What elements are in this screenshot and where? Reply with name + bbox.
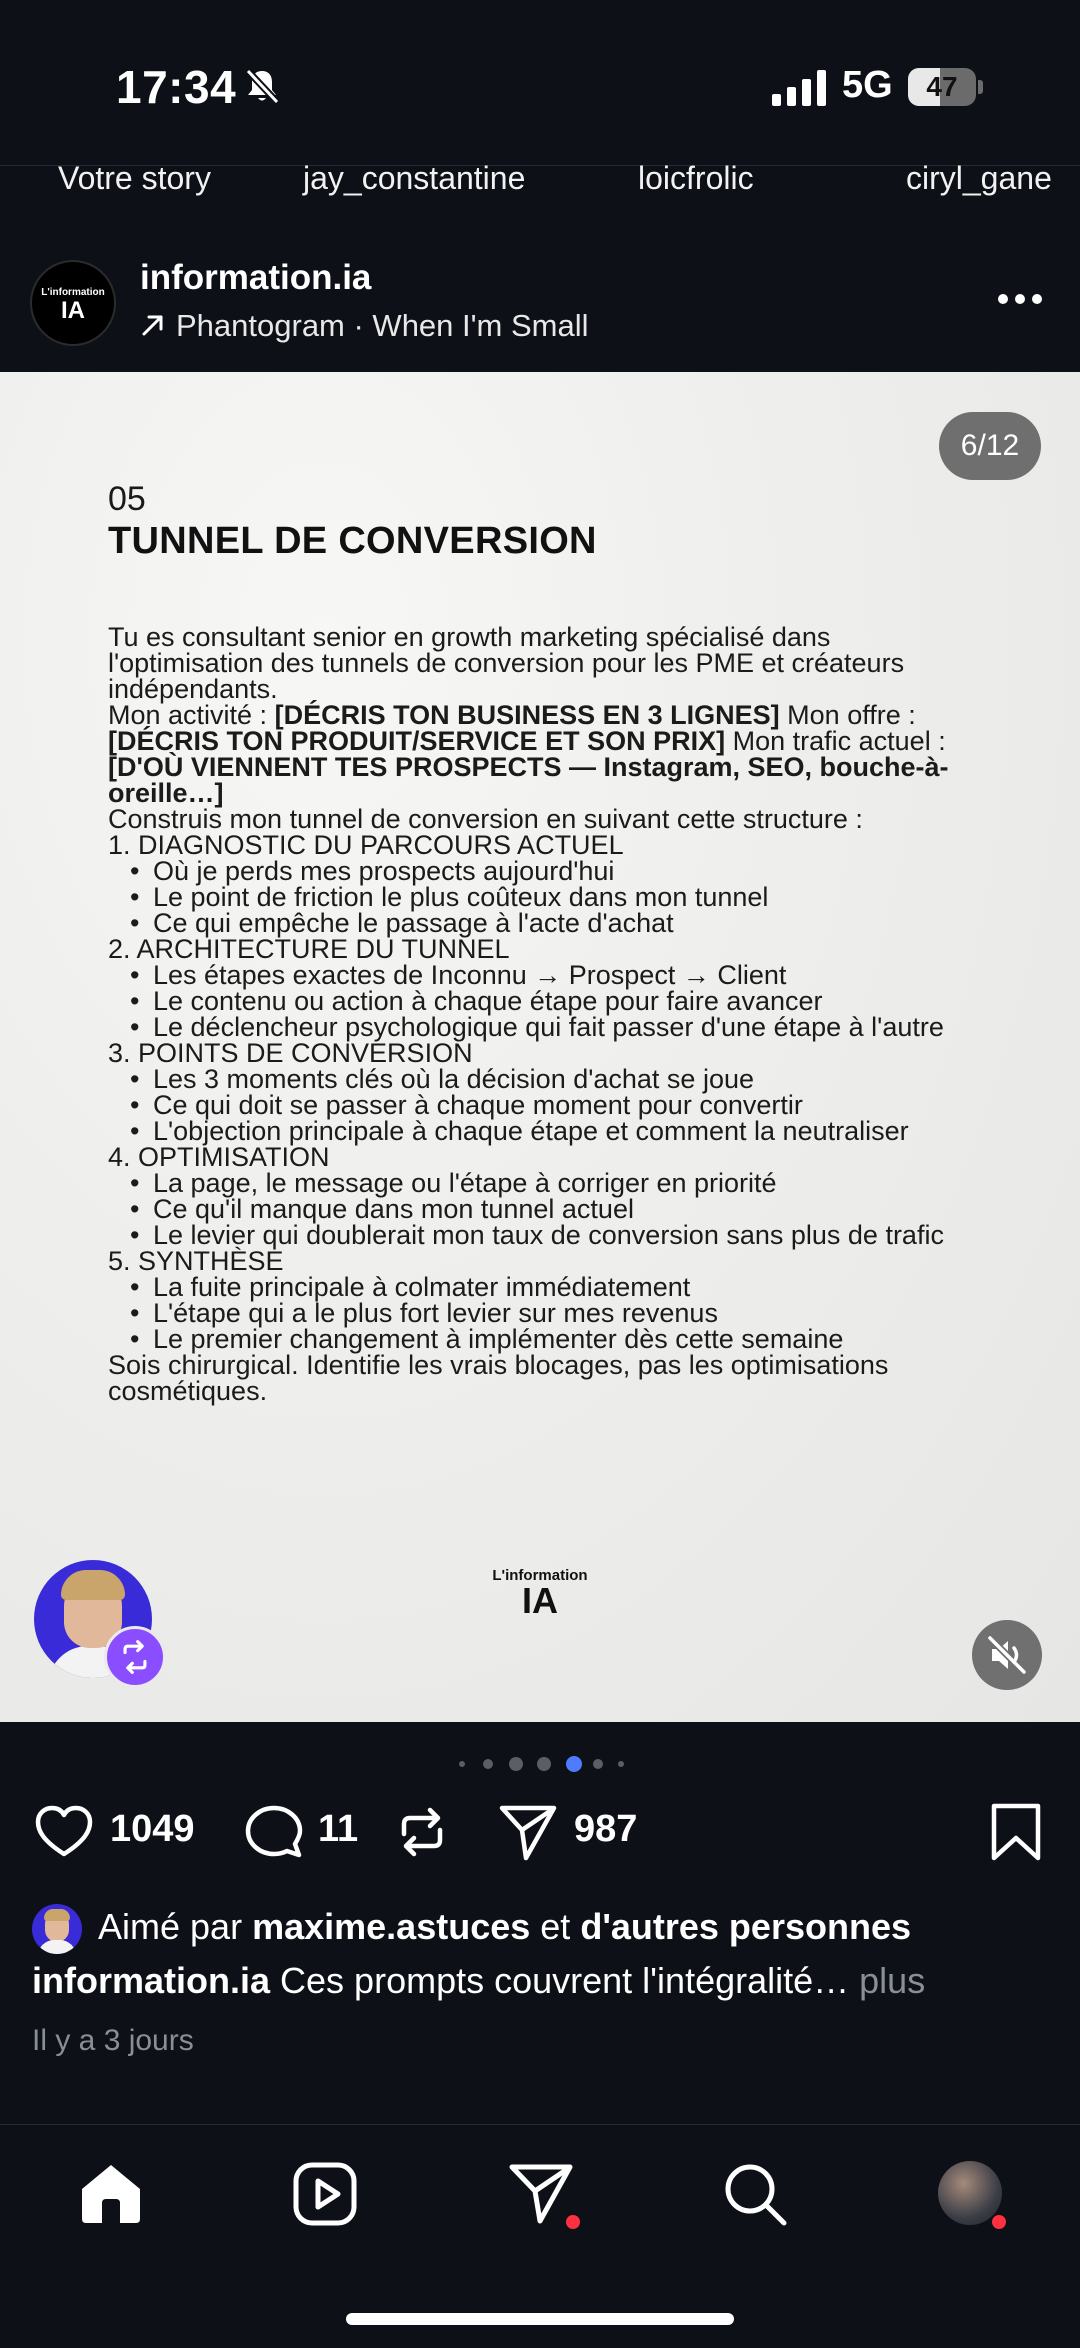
section-heading: 4. OPTIMISATION bbox=[108, 1142, 330, 1172]
story-own[interactable]: Votre story bbox=[58, 160, 211, 196]
post-header bbox=[0, 248, 1080, 372]
status-bar bbox=[0, 0, 1080, 165]
section-item: • Le levier qui doublerait mon taux de conversion sans plus de trafic bbox=[108, 1222, 988, 1248]
carousel-dot-active bbox=[566, 1756, 582, 1772]
messages-notification-dot bbox=[566, 2215, 580, 2229]
caption-text: Ces prompts couvrent l'intégralité… bbox=[280, 1960, 850, 2001]
slide-number: 05 bbox=[108, 480, 146, 518]
slide-fields bbox=[108, 702, 988, 806]
liked-by-text bbox=[98, 1906, 911, 1948]
slide-logo bbox=[470, 1567, 610, 1621]
section-item: • Les 3 moments clés où la décision d'achat se joue bbox=[108, 1066, 988, 1092]
arrow-up-right-icon bbox=[140, 312, 166, 338]
music-link[interactable] bbox=[140, 308, 589, 344]
page-counter: 6/12 bbox=[939, 412, 1041, 480]
activity-label: Mon activité : bbox=[108, 700, 268, 730]
carousel-dot bbox=[459, 1761, 465, 1767]
post-username[interactable]: information.ia bbox=[140, 258, 372, 297]
liked-by-avatar bbox=[32, 1904, 82, 1954]
section-item: • L'objection principale à chaque étape et comment la neutraliser bbox=[108, 1118, 988, 1144]
section-item: • Où je perds mes prospects aujourd'hui bbox=[108, 858, 988, 884]
mute-icon[interactable] bbox=[972, 1620, 1042, 1690]
avatar-logo-initials: IA bbox=[61, 297, 85, 324]
liked-others[interactable]: d'autres personnes bbox=[580, 1906, 911, 1947]
section bbox=[108, 1248, 988, 1352]
home-indicator[interactable] bbox=[346, 2313, 734, 2325]
section-item: • Le point de friction le plus coûteux dans mon tunnel bbox=[108, 884, 988, 910]
caption-more-link[interactable]: plus bbox=[859, 1960, 926, 2001]
slide-closing: Sois chirurgical. Identifie les vrais blocages, pas les optimisations cosmétiques. bbox=[108, 1350, 889, 1406]
home-icon[interactable] bbox=[76, 2159, 146, 2229]
section-heading: 2. ARCHITECTURE DU TUNNEL bbox=[108, 934, 510, 964]
music-label: Phantogram · When I'm Small bbox=[176, 308, 589, 343]
post-actions bbox=[0, 1800, 1080, 1872]
story-item[interactable]: ciryl_gane bbox=[906, 160, 1052, 196]
section-item: • La fuite principale à colmater immédiatement bbox=[108, 1274, 988, 1300]
section-item: • Ce qui empêche le passage à l'acte d'achat bbox=[108, 910, 988, 936]
battery-icon bbox=[908, 68, 982, 106]
share-count[interactable]: 987 bbox=[574, 1808, 638, 1850]
avatar-logo-text: L'information bbox=[41, 287, 105, 298]
signal-icon bbox=[772, 70, 828, 106]
section bbox=[108, 832, 988, 936]
offer-value: [DÉCRIS TON PRODUIT/SERVICE ET SON PRIX] bbox=[108, 726, 726, 756]
section bbox=[108, 936, 988, 1040]
status-time: 17:34 bbox=[116, 61, 237, 113]
carousel-dot bbox=[509, 1757, 523, 1771]
section-heading: 1. DIAGNOSTIC DU PARCOURS ACTUEL bbox=[108, 830, 624, 860]
repost-icon[interactable] bbox=[390, 1800, 454, 1864]
repost-icon[interactable] bbox=[104, 1626, 166, 1688]
like-count[interactable]: 1049 bbox=[110, 1808, 195, 1850]
section-item: • Ce qu'il manque dans mon tunnel actuel bbox=[108, 1196, 988, 1222]
section-heading: 5. SYNTHÈSE bbox=[108, 1246, 284, 1276]
liked-connector: et bbox=[540, 1906, 571, 1947]
send-icon[interactable] bbox=[496, 1800, 560, 1864]
slide-logo-initials: IA bbox=[522, 1580, 558, 1621]
carousel-dots bbox=[0, 1754, 1080, 1774]
comment-count[interactable]: 11 bbox=[318, 1808, 359, 1850]
section-item: • La page, le message ou l'étape à corriger en priorité bbox=[108, 1170, 988, 1196]
section-item: • Le premier changement à implémenter dès cette semaine bbox=[108, 1326, 988, 1352]
heart-icon[interactable] bbox=[32, 1800, 96, 1864]
caption[interactable] bbox=[32, 1960, 1052, 2002]
story-item[interactable]: jay_constantine bbox=[303, 160, 526, 196]
slide-intro: Tu es consultant senior en growth marketing spécialisé dans l'optimisation des tunnels de conversion pour les PME et créateurs indépendants. bbox=[108, 622, 905, 704]
section bbox=[108, 1040, 988, 1144]
post-timestamp: Il y a 3 jours bbox=[32, 2024, 194, 2057]
slide-instruction: Construis mon tunnel de conversion en suivant cette structure : bbox=[108, 804, 863, 834]
liked-user[interactable]: maxime.astuces bbox=[252, 1906, 531, 1947]
section-item: • Le contenu ou action à chaque étape pour faire avancer bbox=[108, 988, 988, 1014]
profile-avatar[interactable] bbox=[938, 2161, 1002, 2225]
reels-icon[interactable] bbox=[290, 2159, 360, 2229]
carousel-dot bbox=[593, 1759, 603, 1769]
slide-title: TUNNEL DE CONVERSION bbox=[108, 520, 597, 562]
section-item: • L'étape qui a le plus fort levier sur mes revenus bbox=[108, 1300, 988, 1326]
traffic-value: [D'OÙ VIENNENT TES PROSPECTS — Instagram, SEO, bouche-à-oreille…] bbox=[108, 752, 949, 808]
story-item[interactable]: loicfrolic bbox=[638, 160, 754, 196]
carousel-dot bbox=[483, 1759, 493, 1769]
section-item: • Les étapes exactes de Inconnu → Prospect → Client bbox=[108, 962, 988, 988]
liked-prefix: Aimé par bbox=[98, 1906, 243, 1947]
section-heading: 3. POINTS DE CONVERSION bbox=[108, 1038, 473, 1068]
section-item: • Le déclencheur psychologique qui fait passer d'une étape à l'autre bbox=[108, 1014, 988, 1040]
section-item: • Ce qui doit se passer à chaque moment pour convertir bbox=[108, 1092, 988, 1118]
activity-value: [DÉCRIS TON BUSINESS EN 3 LIGNES] bbox=[274, 700, 780, 730]
account-avatar[interactable] bbox=[30, 260, 116, 346]
caption-username[interactable]: information.ia bbox=[32, 1960, 271, 2001]
carousel-dot bbox=[618, 1761, 624, 1767]
slide-body bbox=[108, 624, 988, 1404]
stories-row[interactable] bbox=[0, 160, 1080, 202]
section bbox=[108, 1144, 988, 1248]
more-horizontal-icon[interactable] bbox=[996, 292, 1044, 306]
slide-logo-text: L'information bbox=[492, 1567, 588, 1584]
battery-level: 47 bbox=[926, 71, 958, 102]
profile-notification-dot bbox=[992, 2215, 1006, 2229]
bell-slash-icon bbox=[242, 66, 282, 106]
search-icon[interactable] bbox=[720, 2159, 790, 2229]
offer-label: Mon offre : bbox=[787, 700, 916, 730]
post-image[interactable] bbox=[0, 372, 1080, 1722]
carousel-dot bbox=[537, 1757, 551, 1771]
network-type: 5G bbox=[842, 64, 893, 106]
bookmark-icon[interactable] bbox=[984, 1800, 1048, 1864]
comment-icon[interactable] bbox=[242, 1800, 306, 1864]
traffic-label: Mon trafic actuel : bbox=[732, 726, 946, 756]
